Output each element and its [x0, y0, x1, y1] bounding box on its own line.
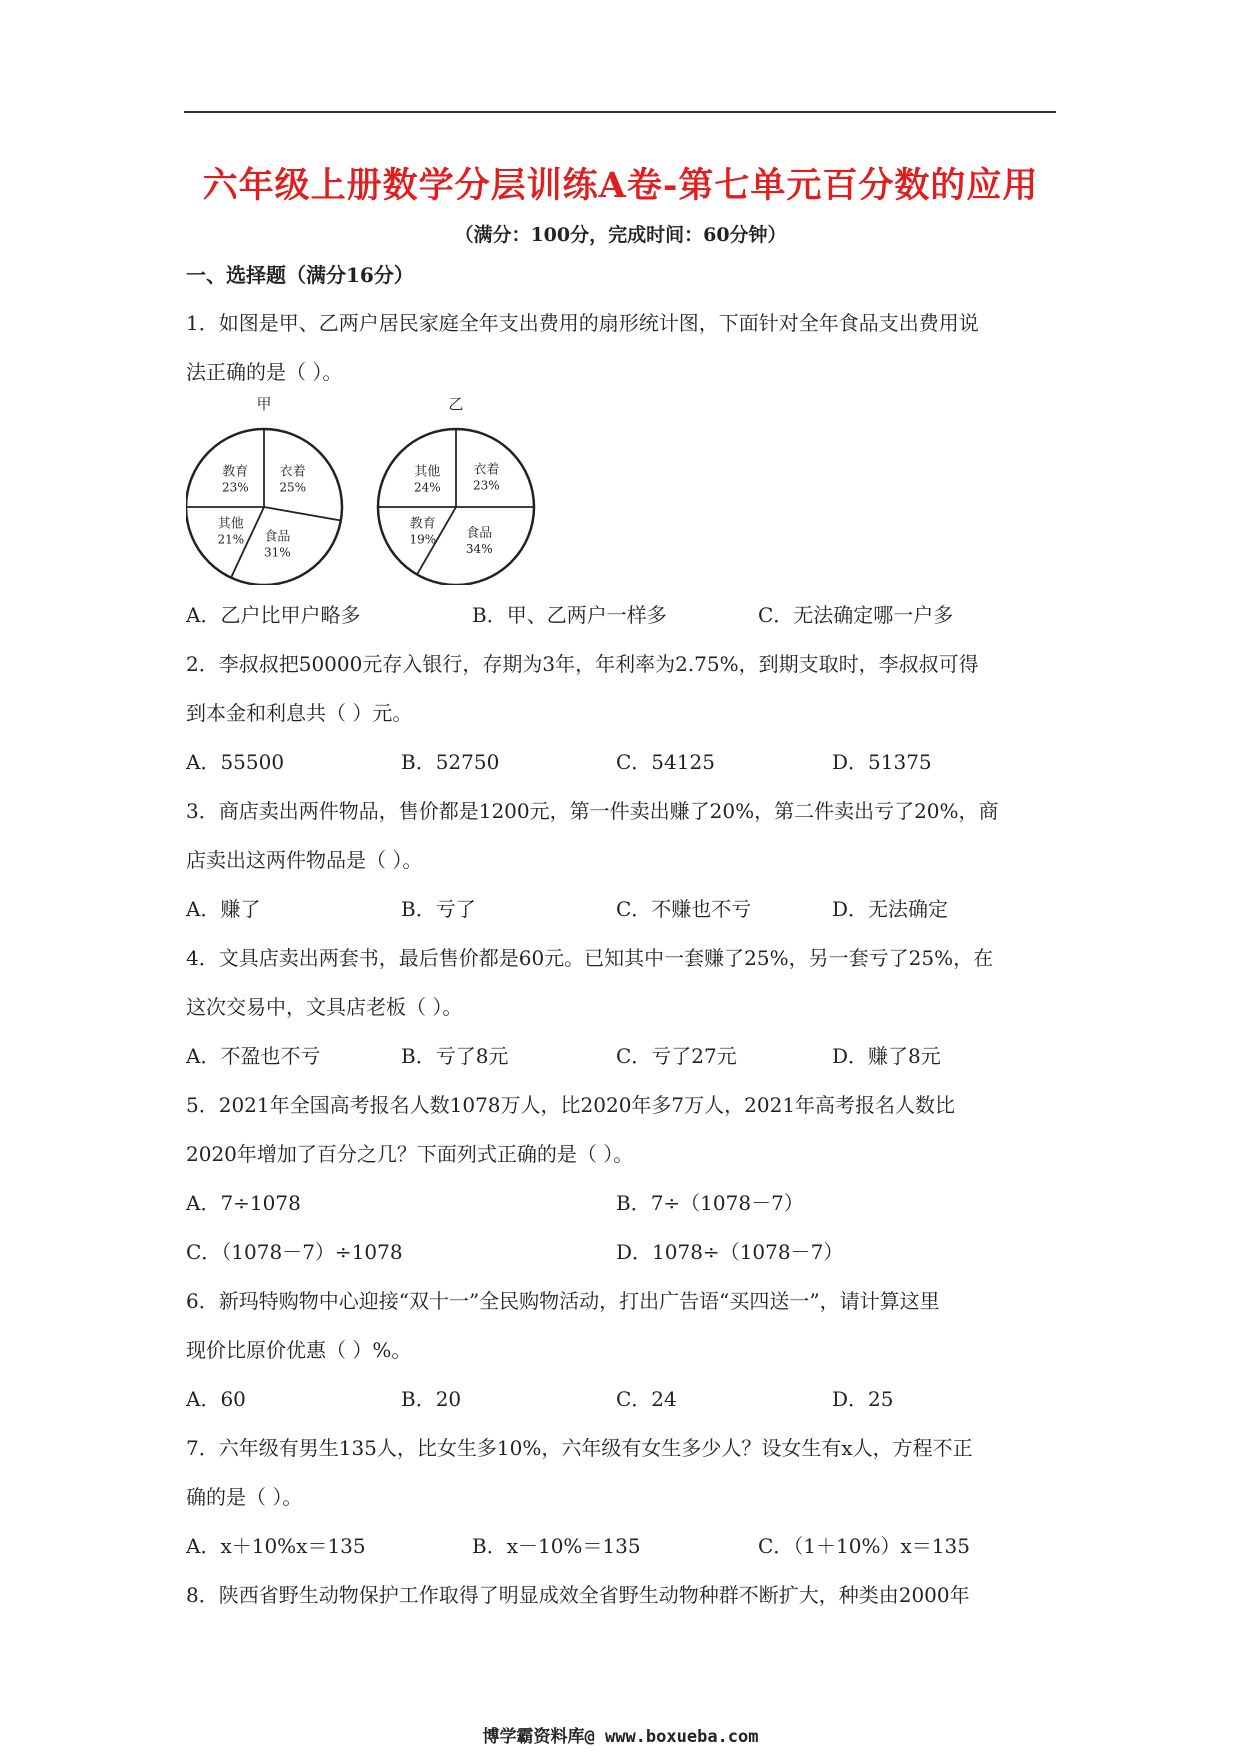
q5-option-b: B．7÷（1078－7） [616, 1191, 804, 1215]
q5-line2: 2020年增加了百分之几？下面列式正确的是（ ）。 [186, 1142, 634, 1166]
q5-option-a: A．7÷1078 [186, 1191, 301, 1215]
q4-option-d: D．赚了8元 [832, 1044, 941, 1068]
q1-line1: 1．如图是甲、乙两户居民家庭全年支出费用的扇形统计图，下面针对全年食品支出费用说 [186, 311, 979, 335]
footer-watermark: 博学霸资料库@ www.boxueba.com [482, 1727, 759, 1747]
pie-2-slice-label-1: 其他 [414, 464, 441, 480]
q6-option-b: B．20 [401, 1387, 462, 1411]
page-title: 六年级上册数学分层训练A卷-第七单元百分数的应用 [202, 165, 1039, 206]
q7-line1: 7．六年级有男生135人，比女生多10%，六年级有女生多少人？设女生有x人，方程不正 [186, 1436, 973, 1460]
q4-option-a: A．不盈也不亏 [186, 1044, 321, 1068]
q6-option-a: A．60 [186, 1387, 246, 1411]
q2-line1: 2．李叔叔把50000元存入银行，存期为3年，年利率为2.75%，到期支取时，李叔叔可得 [186, 652, 979, 676]
q5-option-d: D．1078÷（1078－7） [616, 1240, 844, 1264]
q7-option-c: C．（1＋10%）x＝135 [758, 1534, 970, 1558]
q7-line2: 确的是（ ）。 [186, 1485, 303, 1509]
q4-option-b: B．亏了8元 [401, 1044, 509, 1068]
q8-line1: 8．陕西省野生动物保护工作取得了明显成效全省野生动物种群不断扩大，种类由2000年 [186, 1583, 970, 1607]
q3-line2: 店卖出这两件物品是（ ）。 [186, 848, 423, 872]
pie-1-slice-value-3: 21% [217, 532, 245, 547]
pie-2-slice-value-4: 34% [465, 542, 493, 557]
pie-1-slice-value-1: 23% [221, 480, 249, 495]
q6-option-d: D．25 [832, 1387, 894, 1411]
q6-line2: 现价比原价优惠（ ）%。 [186, 1338, 412, 1362]
pie-2-slice-label-3: 教育 [409, 516, 436, 532]
section-heading: 一、选择题（满分16分） [186, 263, 414, 287]
pie-2-slice-label-2: 衣着 [473, 462, 500, 478]
q5-line1: 5．2021年全国高考报名人数1078万人，比2020年多7万人，2021年高考报名人数比 [186, 1093, 956, 1117]
pie-1-slice-label-3: 其他 [217, 516, 244, 532]
q6-line1: 6．新玛特购物中心迎接“双十一”全民购物活动，打出广告语“买四送一”，请计算这里 [186, 1289, 940, 1313]
pie-charts-svg [186, 395, 586, 585]
q2-option-a: A．55500 [186, 750, 285, 774]
q1-option-b: B．甲、乙两户一样多 [472, 603, 667, 627]
pie-2-slice-value-3: 19% [409, 532, 437, 547]
pie-1-slice-label-1: 教育 [222, 464, 249, 480]
pie-title-2: 乙 [448, 395, 464, 413]
page-subtitle: （满分：100分，完成时间：60分钟） [454, 224, 787, 246]
q3-option-d: D．无法确定 [832, 897, 949, 921]
pie-1-slice-value-4: 31% [264, 545, 291, 560]
q3-option-a: A．赚了 [186, 897, 261, 921]
pie-1-slice-label-2: 衣着 [279, 464, 306, 480]
pie-1-slice-value-2: 25% [279, 480, 307, 495]
q7-option-b: B．x－10%＝135 [472, 1534, 641, 1558]
q4-line2: 这次交易中，文具店老板（ ）。 [186, 995, 463, 1019]
q3-line1: 3．商店卖出两件物品，售价都是1200元，第一件卖出赚了20%，第二件卖出亏了20%，商 [186, 799, 999, 823]
q2-option-d: D．51375 [832, 750, 932, 774]
pie-1-slice-label-4: 食品 [264, 529, 291, 545]
q4-line1: 4．文具店卖出两套书，最后售价都是60元。已知其中一套赚了25%，另一套亏了25%，在 [186, 946, 994, 970]
pie-title-1: 甲 [256, 395, 272, 413]
q2-line2: 到本金和利息共（ ）元。 [186, 701, 413, 725]
q2-option-b: B．52750 [401, 750, 500, 774]
q6-option-c: C．24 [616, 1387, 677, 1411]
pie-charts [186, 395, 586, 585]
q1-option-c: C．无法确定哪一户多 [758, 603, 954, 627]
pie-2-slice-value-2: 23% [472, 478, 500, 493]
q3-option-c: C．不赚也不亏 [616, 897, 752, 921]
q1-option-a: A．乙户比甲户略多 [186, 603, 361, 627]
pie-2-slice-value-1: 24% [413, 480, 441, 495]
q1-line2: 法正确的是（ ）。 [186, 360, 343, 384]
q2-option-c: C．54125 [616, 750, 715, 774]
q3-option-b: B．亏了 [401, 897, 476, 921]
q4-option-c: C．亏了27元 [616, 1044, 737, 1068]
pie-2-slice-label-4: 食品 [466, 526, 493, 542]
q7-option-a: A．x＋10%x＝135 [186, 1534, 366, 1558]
q5-option-c: C．（1078－7）÷1078 [186, 1240, 403, 1264]
header-rule [184, 111, 1056, 113]
